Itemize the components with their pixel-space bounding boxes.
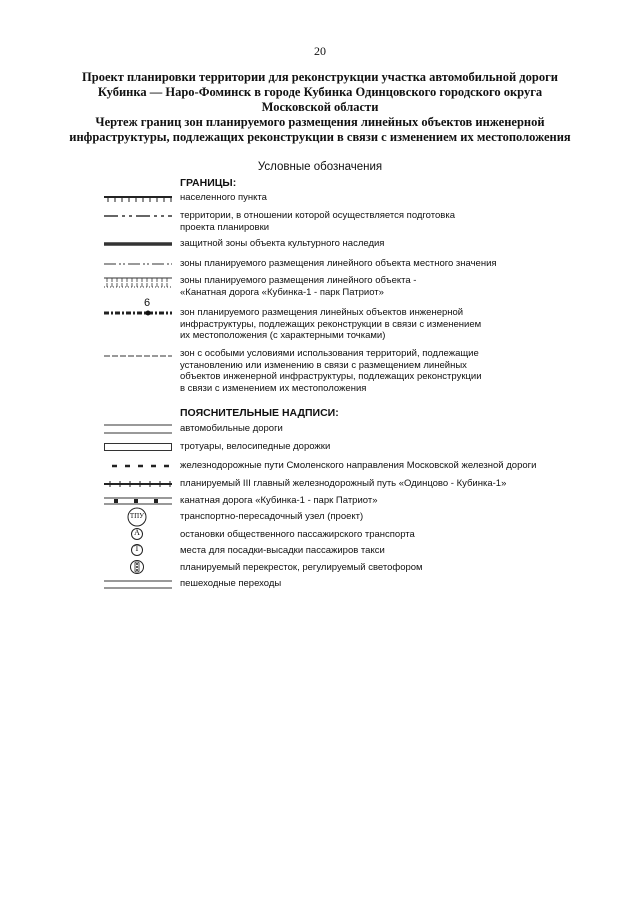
roads-symbol bbox=[104, 423, 172, 435]
legend-text: канатная дорога «Кубинка-1 - парк Патриот» bbox=[180, 495, 378, 506]
legend-text: населенного пункта bbox=[180, 192, 267, 203]
planning-territory-symbol bbox=[104, 213, 172, 219]
cable-car-symbol bbox=[104, 496, 172, 506]
legend-text: зон планируемого размещения линейных объектов инженерной инфраструктуры, подлежащих реконструкции в связи с изменением их местоположения (с характерными точками) bbox=[180, 307, 482, 341]
legend-text: защитной зоны объекта культурного наследия bbox=[180, 238, 385, 249]
legend-text: территории, в отношении которой осуществляется подготовка проекта планировки bbox=[180, 210, 455, 233]
legend-text: зоны планируемого размещения линейного объекта - «Канатная дорога «Кубинка-1 - парк Патриот» bbox=[180, 275, 417, 298]
planned-railway-symbol bbox=[104, 480, 172, 488]
legend-text: остановки общественного пассажирского транспорта bbox=[180, 529, 415, 540]
legend-text: тротуары, велосипедные дорожки bbox=[180, 441, 331, 452]
legend-text: планируемый III главный железнодорожный путь «Одинцово - Кубинка-1» bbox=[180, 478, 507, 489]
legend-text: зон с особыми условиями использования территорий, подлежащие установлению или изменению в связи с размещением линейных объектов инженерной инфраструктуры, подлежащих реконструкции в связи с изменением их местоположения bbox=[180, 348, 482, 394]
legend-text: автомобильные дороги bbox=[180, 423, 283, 434]
traffic-light-icon bbox=[130, 559, 144, 575]
local-object-zone-symbol bbox=[104, 261, 172, 267]
title-line: Кубинка — Наро-Фоминск в городе Кубинка Одинцовского городского округа bbox=[97, 85, 543, 99]
notes-heading: ПОЯСНИТЕЛЬНЫЕ НАДПИСИ: bbox=[180, 407, 339, 419]
sidewalks-symbol bbox=[104, 442, 172, 452]
boundaries-heading: ГРАНИЦЫ: bbox=[180, 177, 237, 189]
page-number: 20 bbox=[314, 44, 326, 58]
document-title bbox=[60, 70, 580, 145]
cable-car-zone-symbol bbox=[104, 276, 172, 290]
settlement-boundary-symbol bbox=[104, 194, 172, 204]
transport-hub-icon: ТПУ bbox=[126, 507, 148, 527]
legend-text: пешеходные переходы bbox=[180, 578, 282, 589]
title-line: Проект планировки территории для реконструкции участка автомобильной дороги bbox=[82, 70, 558, 84]
title-line: Чертеж границ зон планируемого размещения линейных объектов инженерной bbox=[95, 115, 545, 129]
legend-text: места для посадки-высадки пассажиров такси bbox=[180, 545, 385, 556]
legend-text: транспортно-пересадочный узел (проект) bbox=[180, 511, 364, 522]
taxi-icon: Т bbox=[131, 543, 143, 557]
characteristic-point-number: 6 bbox=[144, 297, 151, 309]
legend-heading: Условные обозначения bbox=[257, 161, 383, 173]
cultural-heritage-zone-symbol bbox=[104, 241, 172, 247]
pedestrian-crossing-symbol bbox=[104, 578, 172, 590]
legend-text: зоны планируемого размещения линейного объекта местного значения bbox=[180, 258, 497, 269]
title-line: инфраструктуры, подлежащих реконструкции в связи с изменением их местоположения bbox=[69, 130, 571, 144]
legend-text: планируемый перекресток, регулируемый светофором bbox=[180, 562, 423, 573]
legend-text: железнодорожные пути Смоленского направления Московской железной дороги bbox=[180, 460, 537, 471]
railway-symbol bbox=[104, 463, 172, 469]
special-use-zone-symbol bbox=[104, 353, 172, 359]
title-line: Московской области bbox=[261, 100, 379, 114]
bus-stop-icon: А bbox=[131, 527, 143, 541]
